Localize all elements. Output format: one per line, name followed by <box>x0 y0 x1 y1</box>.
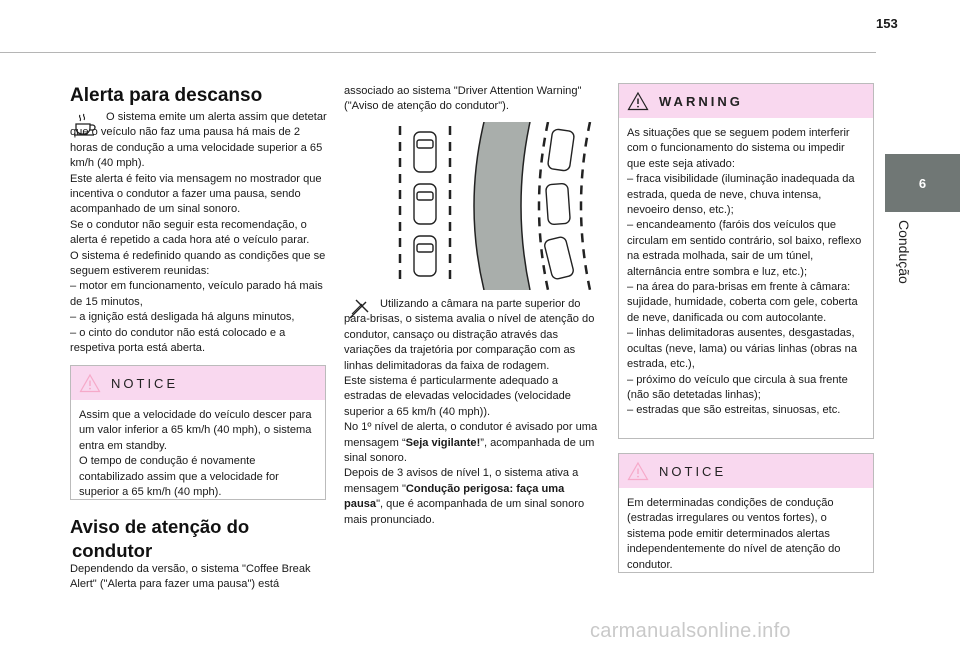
attention-p3: No 1º nível de alerta, o condutor é avisado por uma mensagem “Seja vigilante!”, acompanhada de um sinal sonoro. <box>344 421 598 465</box>
notice1-p1: Assim que a velocidade do veículo descer para um valor inferior a 65 km/h (40 mph), o sistema entra em standby. <box>79 409 312 452</box>
drowsiness-p1: O sistema emite um alerta assim que detetar que o veículo não faz uma pausa há mais de 2 horas de condução a uma velocidade superior a 65 km/h (40 mph). <box>70 111 327 170</box>
chapter-label: Condução <box>896 220 912 284</box>
attention-continued: associado ao sistema "Driver Attention Warning" ("Aviso de atenção do condutor"). <box>344 85 582 113</box>
chapter-tab[interactable] <box>885 154 960 212</box>
attention-intro: Dependendo da versão, o sistema "Coffee Break Alert" ("Alerta para fazer uma pausa") está <box>70 563 311 591</box>
warning-box-body <box>619 118 873 427</box>
notice-box-1-header <box>71 366 325 400</box>
lane-drift-illustration <box>344 122 598 290</box>
attention-title-line1: Aviso de atenção do <box>70 516 250 537</box>
header-rule <box>0 52 876 53</box>
attention-body <box>344 297 602 528</box>
notice-box-1-title: NOTICE <box>111 375 179 391</box>
warning-triangle-icon <box>79 373 101 393</box>
watermark: carmanualsonline.info <box>590 620 791 642</box>
notice-box-2 <box>618 453 874 573</box>
attention-camera-text: Utilizando a câmara na parte superior do para-brisas, o sistema avalia o nível de atenção do condutor, cansaço ou distração através das variações da trajetória por comparação com as linhas delimitadoras da faixa de rodagem. <box>344 298 595 372</box>
attention-p2: Este sistema é particularmente adequado a estradas de elevadas velocidades (velocidade superior a 65 km/h (40 mph)). <box>344 375 571 418</box>
drowsiness-p7: – o cinto do condutor não está colocado e a respetiva porta está aberta. <box>70 326 286 355</box>
attention-title <box>70 515 249 563</box>
notice-box-2-body <box>619 488 873 581</box>
drowsiness-body <box>70 110 328 357</box>
drowsiness-p5: – motor em funcionamento, veículo parado há mais de 15 minutos, <box>70 280 323 308</box>
drowsiness-title: Alerta para descanso <box>70 85 263 106</box>
warning-p5: – linhas delimitadoras ausentes, desgastadas, ocultas (neve, lama) ou várias linhas (obras na estrada, etc.), <box>627 327 858 371</box>
attention-title-line2: condutor <box>72 540 153 561</box>
notice-box-1 <box>70 365 326 500</box>
drowsiness-p3: Se o condutor não seguir esta recomendação, o alerta é repetido a cada hora até o veículo parar. <box>70 218 310 247</box>
warning-box-title: WARNING <box>659 93 743 109</box>
warning-p6: – próximo do veículo que circula à sua frente (não são detetadas linhas); <box>627 373 848 401</box>
notice2-p1: Em determinadas condições de condução (estradas irregulares ou ventos fortes), o sistema pode emitir determinados alertas independentemente do nível de atenção do condutor. <box>627 497 841 571</box>
drowsiness-p4: O sistema é redefinido quando as condições que se seguem estiverem reunidas: <box>70 249 326 278</box>
warning-p3: – encandeamento (faróis dos veículos que circulam em sentido contrário, sol baixo, reflexo na estrada molhada, sair de um túnel, alternância entre sombra e luz, etc.); <box>627 219 862 278</box>
attention-p4: Depois de 3 avisos de nível 1, o sistema ativa a mensagem "Condução perigosa: faça uma pausa", que é acompanhada de um sinal sonoro mais pronunciado. <box>344 467 585 526</box>
warning-box <box>618 83 874 439</box>
drowsiness-p2: Este alerta é feito via mensagem no mostrador que incentiva o condutor a fazer uma pausa, sendo acompanhado de um sinal sonoro. <box>70 172 322 216</box>
warning-box-header <box>619 84 873 118</box>
page-number: 153 <box>876 16 898 31</box>
notice1-p2: O tempo de condução é novamente contabilizado assim que a velocidade for superior a 65 km/h (40 mph). <box>79 455 279 499</box>
warning-p2: – fraca visibilidade (iluminação inadequada da estrada, queda de neve, chuva intensa, nevoeiro denso, etc.); <box>627 173 855 217</box>
warning-p7: – estradas que são estreitas, sinuosas, etc. <box>627 404 841 417</box>
warning-triangle-icon <box>627 461 649 481</box>
notice-box-2-title: NOTICE <box>659 463 727 479</box>
notice-box-2-header <box>619 454 873 488</box>
drowsiness-p6: – a ignição está desligada há alguns minutos, <box>70 311 295 324</box>
warning-triangle-icon <box>627 91 649 111</box>
notice-box-1-body <box>71 400 325 508</box>
warning-p1: As situações que se seguem podem interferir com o funcionamento do sistema ou impedir que este seja ativado: <box>627 127 850 170</box>
chapter-number: 6 <box>918 175 927 191</box>
warning-p4: – na área do para-brisas em frente à câmara: sujidade, humidade, coberta com gele, coberta de neve, danificada ou com autocolante. <box>627 281 858 324</box>
